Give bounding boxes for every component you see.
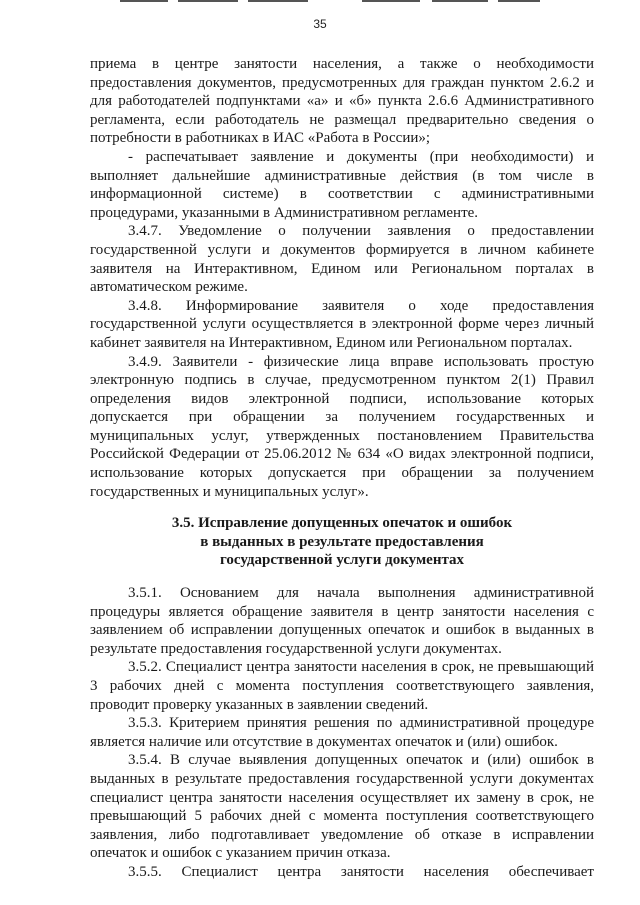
paragraph [90,863,594,882]
paragraph [90,55,594,148]
text-line: предоставления документов, предусмотренных для граждан пунктом 2.6.2 и [90,74,594,91]
text-line: опечаток и ошибок с указанием причин отказа. [90,845,391,862]
text-line: 3.5.1. Основанием для начала выполнения административной [128,585,594,602]
text-line: государственной услуги осуществляется в электронной форме через личный [90,316,594,333]
text-line: проводит проверку указанных в заявлении сведений. [90,696,429,713]
text-line: 3.5.2. Специалист центра занятости населения в срок, не превышающий [128,659,594,676]
text-line: 3 рабочих дней с момента поступления соответствующего заявления, [90,678,594,694]
text-line: процедурами, указанными в Административном регламенте. [90,204,479,221]
text-line: государственной услуги и документов формируется в личном кабинете [90,241,594,258]
text-line: потребности в работниках в ИАС «Работа в России»; [90,130,431,147]
text-line: превышающий 5 рабочих дней с момента поступления соответствующего [90,808,594,825]
scan-edge-marks [120,0,540,2]
page-number: 35 [313,17,327,31]
text-line: определения видов электронной подписи, использование которых [90,390,594,407]
text-line: регламента, если работодатель не размещал предварительно сведения о [90,111,594,128]
paragraph [90,658,594,714]
paragraph [90,714,594,751]
paragraphs-bottom [90,584,594,882]
text-line: электронную подпись в случае, предусмотренном пунктом 2(1) Правил [90,372,594,389]
text-line: специалист центра занятости населения осуществляет их замену в срок, не [90,789,594,806]
text-line: заявителя на Интерактивном, Едином или Региональном порталах в [90,260,594,277]
text-line: 3.4.8. Информирование заявителя о ходе предоставления [128,297,594,314]
text-line: 3.4.7. Уведомление о получении заявления о предоставлении [128,223,594,240]
text-line: заявления, либо подготавливает уведомление об отказе в исправлении [90,826,594,843]
text-line: результате предоставления государственной услуги документах. [90,640,502,657]
text-line: автоматическом режиме. [90,279,248,296]
paragraph [90,297,594,353]
text-line: 3.5.3. Критерием принятия решения по административной процедуре [128,715,594,732]
text-line: государственных и муниципальных услуг». [90,483,369,500]
paragraph [90,584,594,658]
paragraph [90,148,594,222]
heading-line: 3.5. Исправление допущенных опечаток и ошибок [171,515,513,532]
text-line: выданных в результате предоставления государственной услуги документах [90,770,594,787]
text-line: заявлением об исправлении допущенных опечаток и ошибок в выданных в [90,622,594,639]
paragraph [90,751,594,863]
text-line: допускается при обращении за получением государственных и [90,409,594,426]
paragraphs-top [90,55,594,501]
text-line: кабинет заявителя на Интерактивном, Едином или Региональном порталах. [90,334,573,351]
document-body [90,55,594,882]
paragraph [90,353,594,502]
text-line: 3.5.4. В случае выявления допущенных опечаток и (или) ошибок в [128,752,594,769]
section-heading [90,514,594,570]
text-line: информационной системе) в соответствии с административными [90,186,594,203]
text-line: приема в центре занятости населения, а также о необходимости [90,56,594,72]
text-line: Российской Федерации от 25.06.2012 № 634 «О видах электронной подписи, [90,446,594,463]
text-line: является наличие или отсутствие в документах опечаток и (или) ошибок. [90,733,558,750]
heading-line: в выданных в результате предоставления [200,533,484,550]
text-line: процедуры является обращение заявителя в центр занятости населения с [90,603,594,620]
heading-line: государственной услуги документах [219,552,465,569]
text-line: использование которых допускается при обращении за получением [90,465,594,482]
paragraph [90,222,594,296]
text-line: - распечатывает заявление и документы (при необходимости) и [128,148,594,165]
text-line: 3.5.5. Специалист центра занятости населения обеспечивает [128,863,594,880]
text-line: выполняет дальнейшие административные действия (в том числе в [90,167,594,184]
text-line: 3.4.9. Заявители - физические лица вправе использовать простую [128,353,594,370]
text-line: для работодателей подпунктами «а» и «б» пункта 2.6.6 Административного [90,93,594,110]
text-line: муниципальных услуг, утвержденных постановлением Правительства [90,427,594,444]
